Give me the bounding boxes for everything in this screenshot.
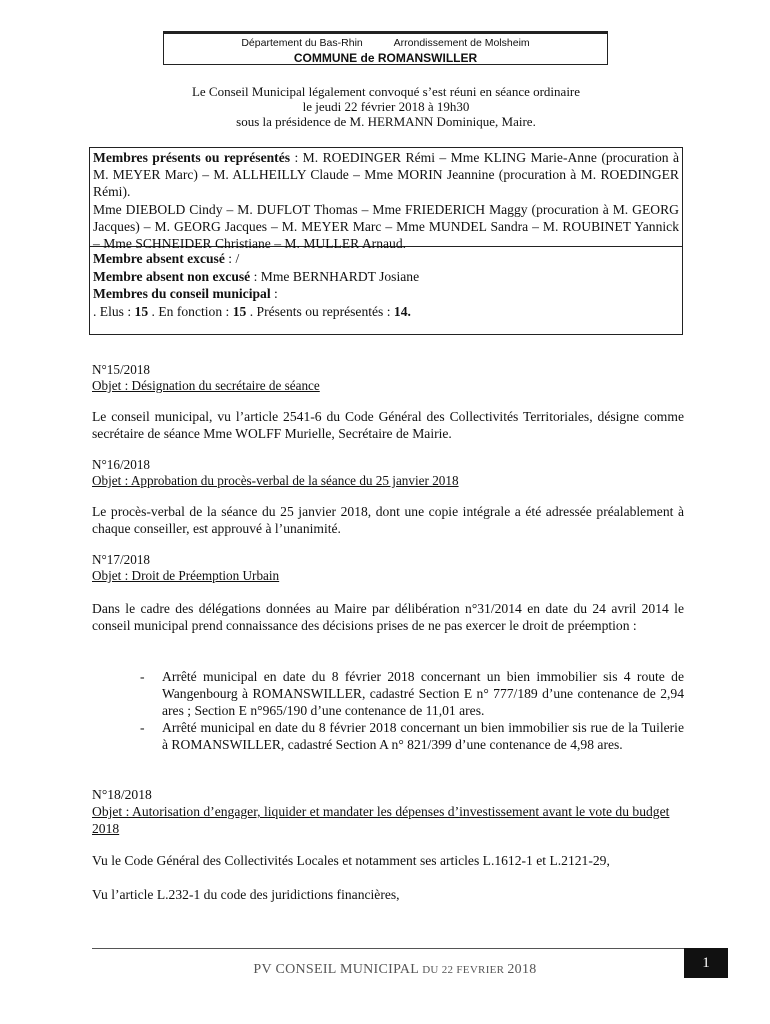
footer-title: [200, 962, 590, 978]
section-15-heading: [92, 362, 684, 394]
departement: Département du Bas-Rhin: [241, 37, 363, 49]
present-text2: Mme DIEBOLD Cindy – M. DUFLOT Thomas – Mme FRIEDERICH Maggy (procuration à M. GEORG Jacques) – M. GEORG Jacques – M. MEYER Marc – Mme MUNDEL Sandra – M. ROUBINET Yannick – Mme SCHNEIDER Christiane – M. MULLER Arnaud.: [93, 201, 679, 252]
counts-line: [93, 303, 679, 321]
section-16-text: Le procès-verbal de la séance du 25 janvier 2018, dont une copie intégrale a été adressée préalablement à chaque conseiller, est approuvé à l’unanimité.: [92, 504, 684, 536]
members-present-box: [89, 147, 683, 252]
presents-count: 14.: [393, 303, 411, 319]
presents-prefix: . Présents ou représentés :: [246, 303, 394, 319]
page-number: 1: [684, 948, 728, 978]
footer-part2: DU 22 FEVRIER: [419, 964, 508, 976]
fonction-prefix: . En fonction :: [148, 303, 233, 319]
section-objet: Objet : Autorisation d’engager, liquider et mandater les dépenses d’investissement avant le vote du budget 2018: [92, 804, 670, 836]
section-17-heading: [92, 552, 684, 584]
section-17-text: Dans le cadre des délégations données au Maire par délibération n°31/2014 en date du 24 avril 2014 le conseil municipal prend connaissance des décisions prises de ne pas exercer le droit de préemption :: [92, 601, 684, 633]
absent-non-excuse-label: Membre absent non excusé: [93, 268, 251, 284]
elus-prefix: . Elus :: [93, 303, 135, 319]
footer-part1: PV CONSEIL MUNICIPAL: [253, 962, 420, 977]
absent-excuse-label: Membre absent excusé: [93, 251, 225, 266]
absent-excuse-value: : /: [224, 251, 240, 266]
section-objet: Objet : Droit de Préemption Urbain: [92, 568, 280, 583]
intro: [90, 84, 682, 129]
section-number: N°18/2018: [92, 787, 152, 802]
section-objet: Objet : Désignation du secrétaire de séance: [92, 378, 320, 393]
arrondissement: Arrondissement de Molsheim: [393, 37, 530, 49]
section-15-text: Le conseil municipal, vu l’article 2541-6 du Code Général des Collectivités Territoriales, désigne comme secrétaire de séance Mme WOLFF Murielle, Secrétaire de Mairie.: [92, 409, 684, 441]
absent-non-excuse-value: : Mme BERNHARDT Josiane: [250, 268, 420, 284]
header-box: [163, 31, 608, 65]
section-16-heading: [92, 457, 684, 489]
intro-line3: sous la présidence de M. HERMANN Dominique, Maire.: [236, 114, 536, 129]
members-absent-box: [89, 247, 683, 335]
conseil-value: :: [270, 286, 278, 301]
section-number: N°17/2018: [92, 552, 151, 567]
footer-divider: [92, 948, 684, 949]
list-item-text: Arrêté municipal en date du 8 février 2018 concernant un bien immobilier sis rue de la Tuilerie à ROMANSWILLER, cadastré Section A n° 821/399 d’une contenance de 4,98 ares.: [162, 720, 684, 752]
list-item-text: Arrêté municipal en date du 8 février 2018 concernant un bien immobilier sis 4 route de Wangenbourg à ROMANSWILLER, cadastré Section E n° 777/189 d’une contenance de 2,94 ares ; Section E n°965/190 d’une contenance de 11,01 ares.: [162, 669, 684, 718]
footer-part3: 2018: [507, 962, 537, 977]
elus-count: 15: [134, 303, 149, 319]
present-label: Membres présents ou représentés: [93, 150, 291, 165]
present-text: : M. ROEDINGER Rémi – Mme KLING Marie-Anne (procuration à M. MEYER Marc) – M. ALLHEILLY Claude – Mme MORIN Jeannine (procuration à M. ROEDINGER Rémi).: [93, 150, 679, 200]
section-objet: Objet : Approbation du procès-verbal de la séance du 25 janvier 2018: [92, 473, 459, 488]
fonction-count: 15: [232, 303, 247, 319]
section-18-text2: Vu l’article L.232-1 du code des juridictions financières,: [92, 887, 400, 902]
commune-title: COMMUNE de ROMANSWILLER: [293, 51, 478, 65]
intro-line2: le jeudi 22 février 2018 à 19h30: [302, 99, 470, 114]
intro-line1: Le Conseil Municipal légalement convoqué s’est réuni en séance ordinaire: [191, 84, 581, 99]
conseil-label: Membres du conseil municipal: [93, 286, 271, 301]
list-item: - Arrêté municipal en date du 8 février 2018 concernant un bien immobilier sis 4 route de Wangenbourg à ROMANSWILLER, cadastré Section E n° 777/189 d’une contenance de 2,94 ares ; Section E n°965/190 d’une contenance de 11,01 ares.: [140, 669, 684, 718]
section-18-text: Vu le Code Général des Collectivités Locales et notamment ses articles L.1612-1 et L.2121-29,: [92, 853, 610, 868]
section-number: N°15/2018: [92, 362, 151, 377]
section-18-heading: [92, 786, 684, 837]
list-item: - Arrêté municipal en date du 8 février 2018 concernant un bien immobilier sis rue de la Tuilerie à ROMANSWILLER, cadastré Section A n° 821/399 d’une contenance de 4,98 ares.: [140, 720, 684, 752]
section-number: N°16/2018: [92, 457, 151, 472]
